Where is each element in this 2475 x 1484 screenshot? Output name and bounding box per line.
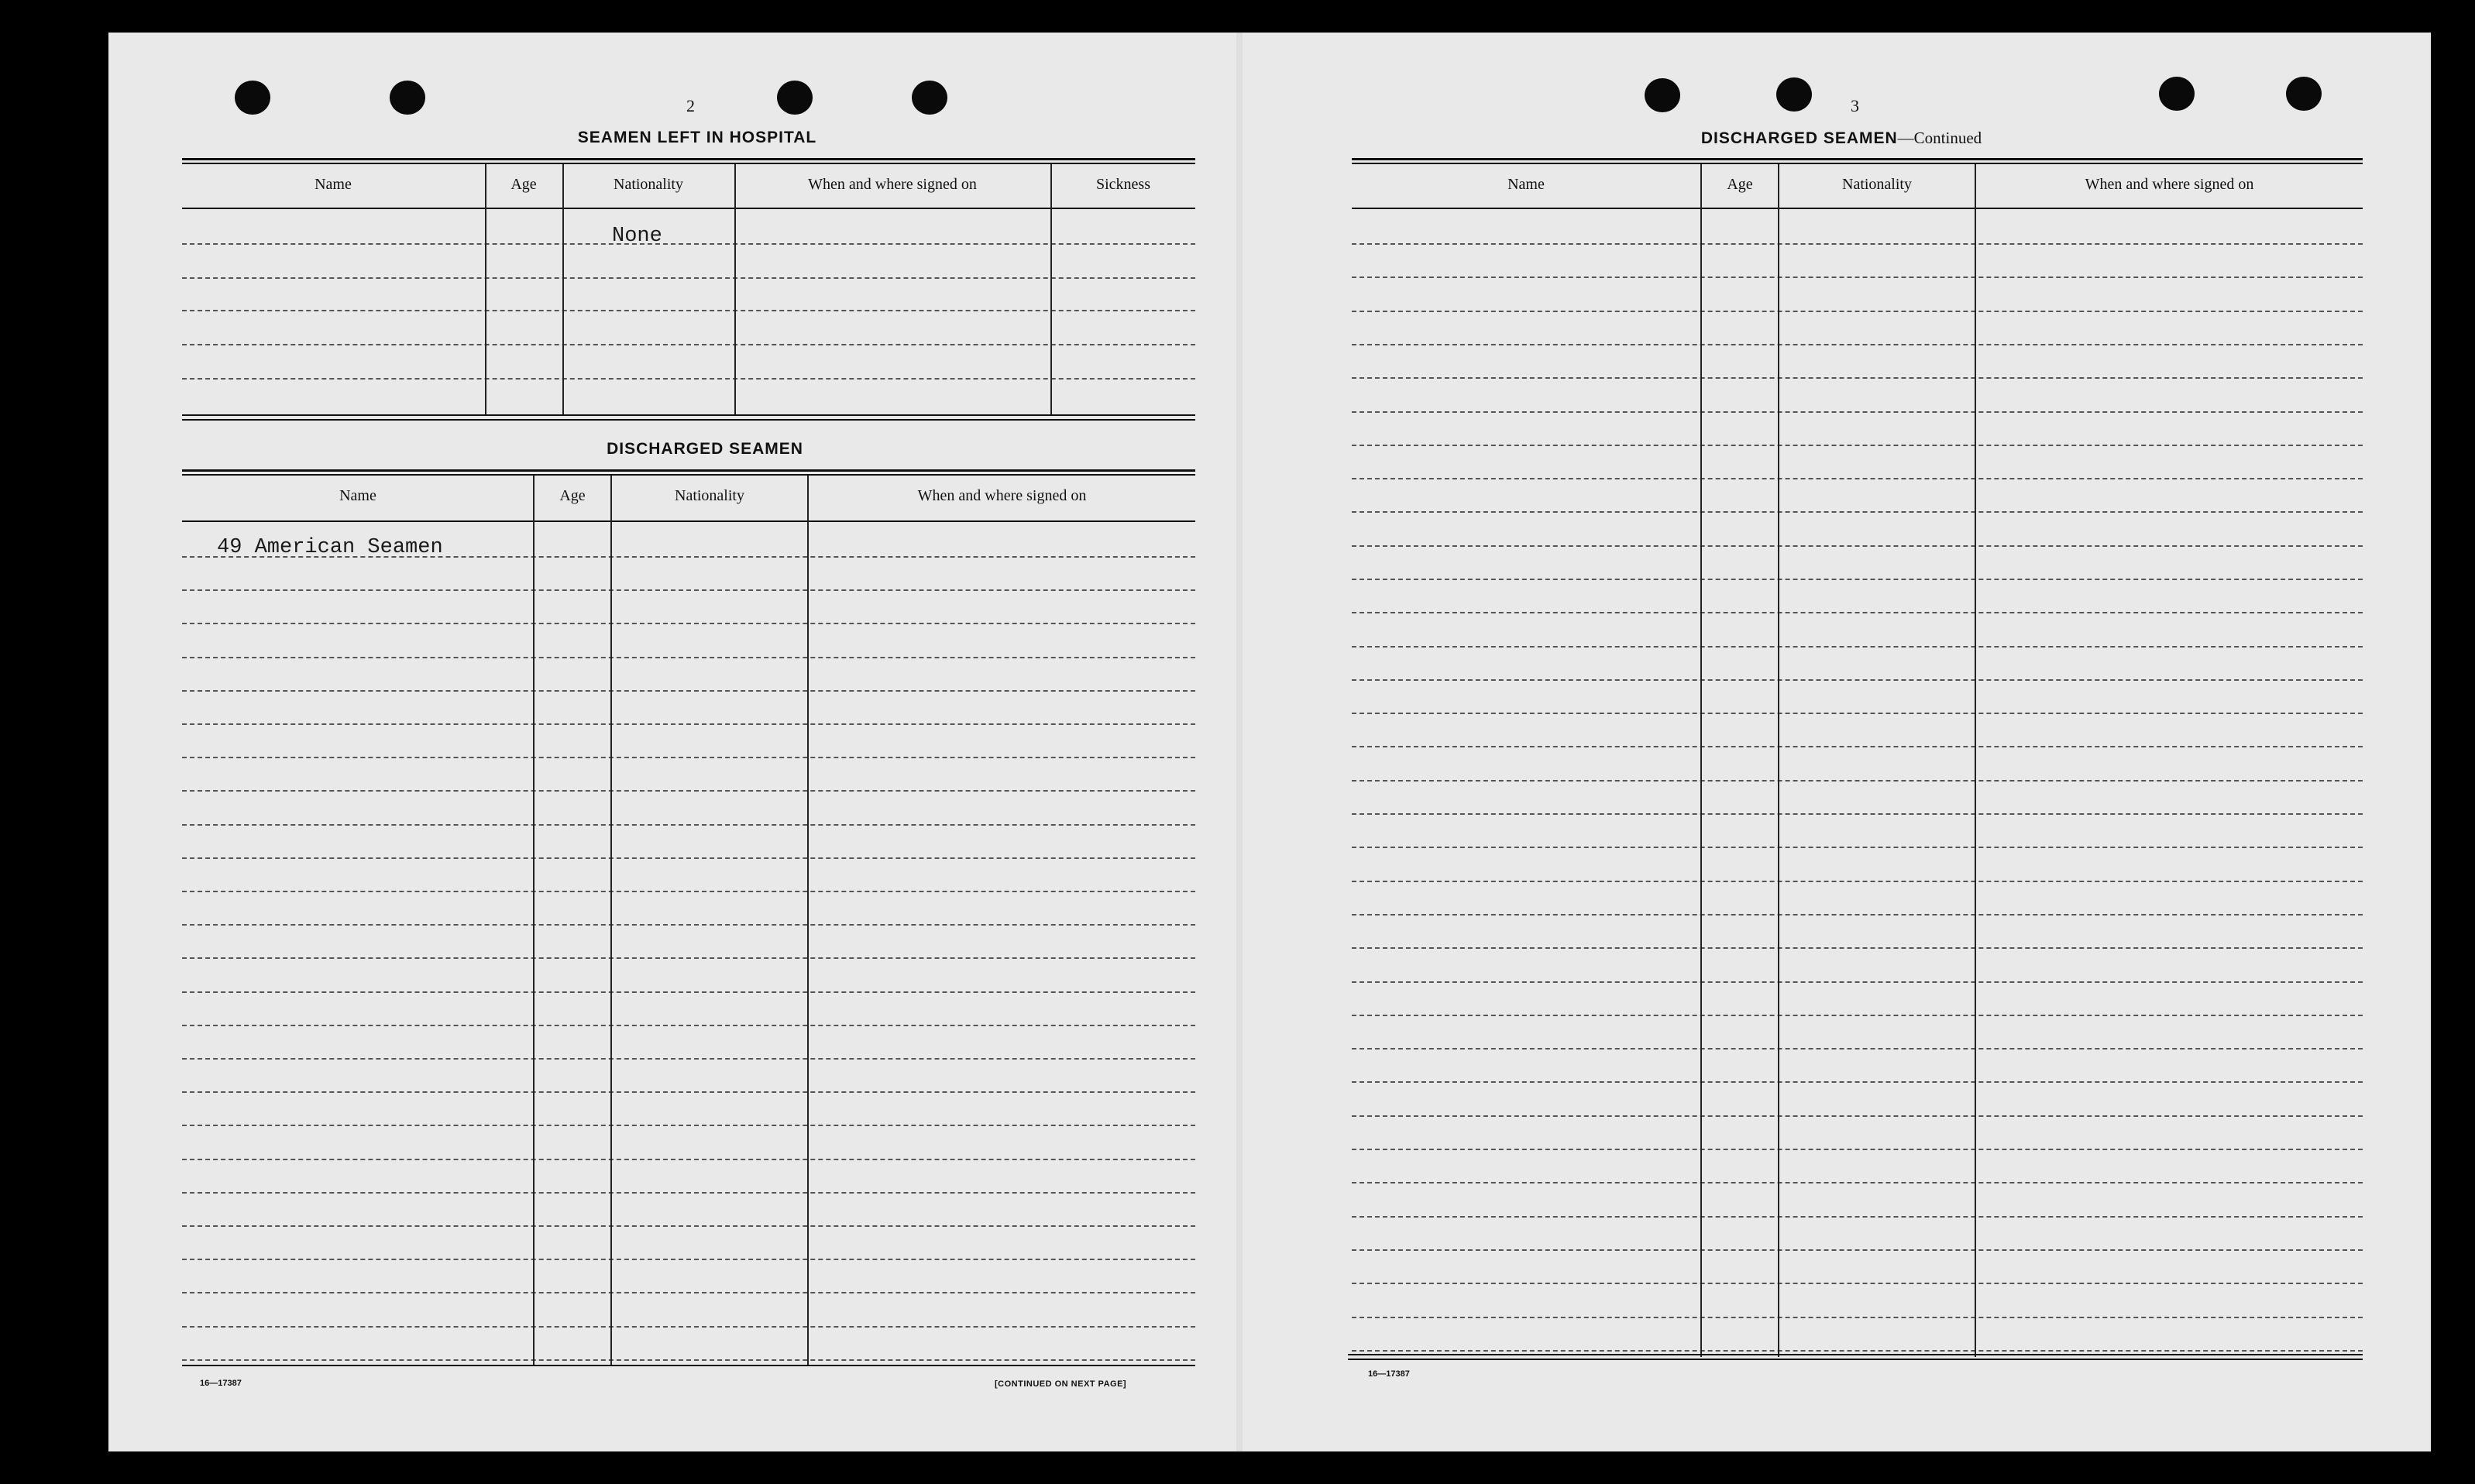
row-line	[1352, 1115, 2363, 1117]
row-line	[182, 924, 1195, 926]
table-top-rule	[1352, 158, 2363, 160]
punch-hole	[2159, 77, 2195, 111]
row-line	[1352, 1048, 2363, 1049]
row-line	[1352, 1149, 2363, 1150]
discharged-continued-title	[1609, 129, 2074, 148]
column-header-age: Age	[510, 176, 537, 193]
row-line	[182, 1225, 1195, 1227]
header-rule	[1352, 208, 2363, 209]
row-line	[182, 1159, 1195, 1160]
row-line	[182, 310, 1195, 311]
row-line	[1352, 478, 2363, 479]
row-line	[182, 1292, 1195, 1293]
row-line	[182, 891, 1195, 892]
punch-hole	[1645, 78, 1680, 112]
column-divider	[562, 164, 564, 416]
section-title-suffix: —Continued	[1897, 129, 1982, 147]
row-line	[182, 957, 1195, 959]
punch-hole	[1776, 77, 1812, 112]
row-line	[182, 1192, 1195, 1194]
row-line	[1352, 780, 2363, 782]
table-top-rule	[182, 158, 1195, 160]
column-header-signed-on: When and where signed on	[808, 176, 977, 193]
row-line	[182, 1058, 1195, 1060]
page-number: 2	[686, 96, 695, 115]
row-line	[182, 824, 1195, 826]
row-line	[1352, 1182, 2363, 1183]
discharged-entry: 49 American Seamen	[217, 536, 443, 559]
column-divider	[1778, 164, 1779, 1357]
row-line	[1352, 277, 2363, 278]
column-header-nationality: Nationality	[1842, 176, 1912, 193]
row-line	[182, 1125, 1195, 1126]
row-line	[182, 623, 1195, 624]
row-line	[182, 1359, 1195, 1361]
row-line	[1352, 243, 2363, 245]
row-line	[182, 243, 1195, 245]
row-line	[1352, 445, 2363, 446]
row-line	[182, 344, 1195, 345]
row-line	[1352, 947, 2363, 949]
row-line	[182, 657, 1195, 658]
table-top-rule	[182, 469, 1195, 472]
table-top-rule	[1352, 163, 2363, 164]
row-line	[1352, 881, 2363, 882]
row-line	[1352, 411, 2363, 413]
document-sheet	[108, 33, 2431, 1451]
row-line	[1352, 981, 2363, 983]
row-line	[1352, 545, 2363, 547]
row-line	[182, 1091, 1195, 1093]
discharged-section-title: DISCHARGED SEAMEN	[607, 440, 803, 458]
row-line	[1352, 1350, 2363, 1352]
table-top-rule	[182, 163, 1195, 164]
row-line	[1352, 1317, 2363, 1318]
page-number: 3	[1851, 96, 1859, 115]
row-line	[182, 757, 1195, 758]
table-top-rule	[182, 474, 1195, 476]
row-line	[1352, 612, 2363, 613]
punch-hole	[390, 81, 425, 115]
table-bottom-rule	[1348, 1359, 2363, 1360]
row-line	[182, 277, 1195, 279]
row-line	[182, 723, 1195, 725]
row-line	[1352, 713, 2363, 714]
punch-hole	[777, 81, 813, 115]
column-header-signed-on: When and where signed on	[917, 487, 1087, 504]
column-divider	[533, 476, 535, 1366]
row-line	[1352, 311, 2363, 312]
row-line	[182, 1326, 1195, 1328]
column-header-age: Age	[1727, 176, 1753, 193]
row-line	[1352, 1216, 2363, 1218]
row-line	[1352, 679, 2363, 681]
row-line	[182, 1259, 1195, 1260]
row-line	[1352, 344, 2363, 345]
row-line	[1352, 746, 2363, 747]
hospital-section-title: SEAMEN LEFT IN HOSPITAL	[577, 129, 817, 146]
row-line	[182, 690, 1195, 692]
header-rule	[182, 208, 1195, 209]
column-divider	[485, 164, 486, 416]
row-line	[182, 991, 1195, 993]
punch-hole	[912, 81, 947, 115]
column-header-signed-on: When and where signed on	[2085, 176, 2254, 193]
row-line	[1352, 646, 2363, 648]
row-line	[1352, 511, 2363, 513]
column-divider	[807, 476, 809, 1366]
column-header-nationality: Nationality	[614, 176, 683, 193]
column-header-name: Name	[339, 487, 376, 504]
row-line	[182, 556, 1195, 558]
row-line	[1352, 813, 2363, 815]
row-line	[182, 857, 1195, 859]
column-divider	[734, 164, 736, 416]
header-rule	[182, 520, 1195, 522]
column-divider	[1700, 164, 1702, 1357]
table-bottom-rule	[182, 414, 1195, 416]
row-line	[182, 790, 1195, 792]
row-line	[182, 589, 1195, 591]
section-title: DISCHARGED SEAMEN	[1700, 129, 1898, 147]
row-line	[1352, 1249, 2363, 1251]
row-line	[1352, 914, 2363, 915]
column-divider	[1050, 164, 1052, 416]
column-header-name: Name	[1507, 176, 1545, 193]
page-fold	[1236, 33, 1243, 1451]
punch-hole	[2286, 77, 2322, 111]
row-line	[1352, 579, 2363, 580]
column-header-name: Name	[315, 176, 352, 193]
column-header-nationality: Nationality	[675, 487, 744, 504]
row-line	[1352, 1283, 2363, 1284]
row-line	[182, 1025, 1195, 1026]
table-bottom-rule	[182, 419, 1195, 421]
table-bottom-rule	[182, 1365, 1195, 1366]
form-number: 16—17387	[1368, 1369, 1410, 1379]
row-line	[182, 378, 1195, 380]
row-line	[1352, 847, 2363, 848]
table-bottom-rule	[1348, 1354, 2363, 1355]
hospital-entry: None	[612, 225, 662, 248]
form-number: 16—17387	[200, 1379, 242, 1388]
row-line	[1352, 377, 2363, 379]
column-header-age: Age	[559, 487, 586, 504]
column-header-sickness: Sickness	[1096, 176, 1150, 193]
row-line	[1352, 1015, 2363, 1016]
column-divider	[610, 476, 612, 1366]
continued-note: [CONTINUED ON NEXT PAGE]	[995, 1379, 1127, 1389]
column-divider	[1975, 164, 1976, 1357]
punch-hole	[235, 81, 270, 115]
row-line	[1352, 1081, 2363, 1083]
